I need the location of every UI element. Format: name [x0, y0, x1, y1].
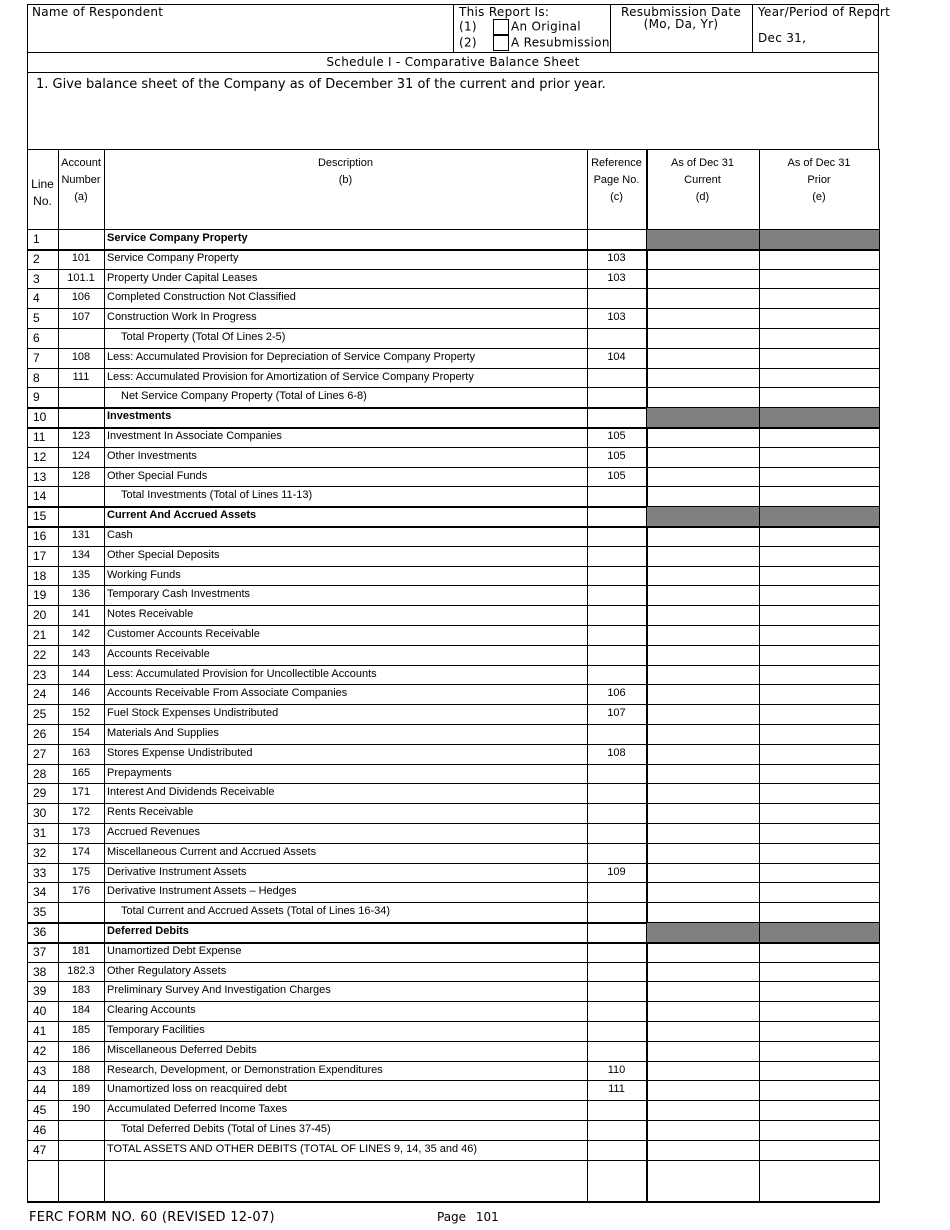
prior-value-cell[interactable]	[761, 289, 878, 307]
col-head-prior	[759, 155, 879, 206]
prior-value-cell[interactable]	[761, 448, 878, 466]
option-resubmission[interactable]	[459, 35, 610, 51]
resubmission-checkbox[interactable]	[493, 35, 509, 51]
page-number	[437, 1210, 499, 1224]
account-number: 189	[71, 1083, 91, 1095]
line-number: 32	[33, 846, 47, 860]
current-value-cell[interactable]	[648, 487, 758, 505]
current-value-cell[interactable]	[648, 448, 758, 466]
line-number: 14	[33, 489, 47, 503]
prior-value-cell[interactable]	[761, 468, 878, 486]
current-value-cell[interactable]	[648, 1081, 758, 1099]
prior-value-cell[interactable]	[761, 487, 878, 505]
col-head-account-text: (a)	[74, 191, 88, 203]
row-description: Miscellaneous Current and Accrued Assets	[107, 846, 317, 858]
account-number: 176	[71, 885, 91, 897]
account-number: 123	[71, 430, 91, 442]
line-number: 33	[33, 866, 47, 880]
col-head-prior-text: Prior	[807, 174, 831, 186]
row-description: Other Regulatory Assets	[107, 965, 227, 977]
reference-page: 109	[607, 866, 626, 878]
line-number: 3	[33, 272, 40, 286]
col-head-prior-text: (e)	[812, 191, 826, 203]
resub-date-format: (Mo, Da, Yr)	[643, 17, 719, 31]
row-description: Unamortized Debt Expense	[107, 945, 242, 957]
option-resubmission-label: A Resubmission	[511, 35, 610, 50]
account-number: 185	[71, 1024, 91, 1036]
section-heading: Investments	[107, 410, 172, 422]
column-rule	[879, 149, 880, 1202]
row-description: Total Investments (Total of Lines 11-13)	[121, 489, 313, 501]
row-description: Derivative Instrument Assets	[107, 866, 247, 878]
line-number: 40	[33, 1004, 47, 1018]
prior-value-cell[interactable]	[761, 329, 878, 347]
account-number: 128	[71, 470, 91, 482]
line-number: 10	[33, 410, 47, 424]
prior-value-cell[interactable]	[761, 1042, 878, 1060]
line-number: 4	[33, 291, 40, 305]
row-description: Total Current and Accrued Assets (Total of Lines 16-34)	[121, 905, 391, 917]
line-number: 39	[33, 984, 47, 998]
account-number: 152	[71, 707, 91, 719]
current-value-cell[interactable]	[648, 963, 758, 981]
prior-value-cell[interactable]	[761, 705, 878, 723]
prior-value-cell[interactable]	[761, 1022, 878, 1040]
prior-value-cell[interactable]	[761, 606, 878, 624]
col-head-current	[646, 155, 759, 206]
row-description: Prepayments	[107, 767, 172, 779]
reference-page: 103	[607, 272, 626, 284]
line-number: 19	[33, 588, 47, 602]
row-description: Temporary Cash Investments	[107, 588, 251, 600]
account-number: 111	[72, 371, 90, 383]
line-number: 9	[33, 390, 40, 404]
line-number: 26	[33, 727, 47, 741]
row-description: Customer Accounts Receivable	[107, 628, 260, 640]
reference-page: 111	[608, 1083, 625, 1095]
shaded-cell	[760, 408, 879, 427]
current-value-cell[interactable]	[648, 1042, 758, 1060]
prior-value-cell[interactable]	[761, 943, 878, 961]
line-number: 22	[33, 648, 47, 662]
prior-value-cell[interactable]	[761, 428, 878, 446]
shaded-cell	[647, 230, 759, 249]
line-number: 23	[33, 668, 47, 682]
prior-value-cell[interactable]	[761, 349, 878, 367]
prior-value-cell[interactable]	[761, 309, 878, 327]
resub-date-label: Resubmission Date	[620, 5, 742, 19]
current-value-cell[interactable]	[648, 1101, 758, 1119]
line-number: 47	[33, 1143, 47, 1157]
prior-value-cell[interactable]	[761, 784, 878, 802]
table-top-rule	[27, 149, 880, 150]
line-number: 18	[33, 569, 47, 583]
instruction-text: 1. Give balance sheet of the Company as of December 31 of the current and prior year.	[36, 77, 606, 92]
row-description: Fuel Stock Expenses Undistributed	[107, 707, 279, 719]
col-head-prior-text: As of Dec 31	[787, 157, 851, 169]
prior-value-cell[interactable]	[761, 903, 878, 921]
col-head-account-text: Number	[61, 174, 101, 186]
account-number: 108	[71, 351, 91, 363]
line-number: 38	[33, 965, 47, 979]
row-description: Construction Work In Progress	[107, 311, 257, 323]
account-number: 101.1	[67, 272, 95, 284]
current-value-cell[interactable]	[648, 468, 758, 486]
row-description: Completed Construction Not Classified	[107, 291, 296, 303]
current-value-cell[interactable]	[648, 943, 758, 961]
account-number: 171	[71, 786, 91, 798]
row-description: Less: Accumulated Provision for Amortization of Service Company Property	[107, 371, 474, 383]
form-number: FERC FORM NO. 60 (REVISED 12-07)	[29, 1210, 275, 1225]
line-number: 2	[33, 252, 40, 266]
line-number: 46	[33, 1123, 47, 1137]
prior-value-cell[interactable]	[761, 388, 878, 406]
current-value-cell[interactable]	[648, 527, 758, 545]
line-number: 16	[33, 529, 47, 543]
prior-value-cell[interactable]	[761, 1002, 878, 1020]
prior-value-cell[interactable]	[761, 586, 878, 604]
col-head-current-text: As of Dec 31	[671, 157, 734, 169]
line-number: 36	[33, 925, 47, 939]
shaded-cell	[760, 507, 879, 526]
account-number: 175	[71, 866, 91, 878]
option-original[interactable]	[459, 19, 581, 35]
line-number: 17	[33, 549, 47, 563]
current-value-cell[interactable]	[648, 745, 758, 763]
current-value-cell[interactable]	[648, 864, 758, 882]
shaded-cell	[760, 230, 879, 249]
line-number: 5	[33, 311, 40, 325]
current-value-cell[interactable]	[648, 388, 758, 406]
account-number: 154	[71, 727, 91, 739]
row-description: Total Property (Total Of Lines 2-5)	[121, 331, 286, 343]
line-number: 28	[33, 767, 47, 781]
line-number: 35	[33, 905, 47, 919]
account-number: 181	[71, 945, 91, 957]
account-number: 172	[71, 806, 91, 818]
current-value-cell[interactable]	[648, 824, 758, 842]
row-description: Less: Accumulated Provision for Depreciation of Service Company Property	[107, 351, 476, 363]
column-rule	[587, 149, 588, 1202]
row-description: Stores Expense Undistributed	[107, 747, 253, 759]
column-rule	[759, 149, 760, 1202]
option-original-label: An Original	[511, 19, 581, 34]
line-number: 42	[33, 1044, 47, 1058]
col-head-line	[27, 176, 58, 210]
account-number: 107	[71, 311, 91, 323]
line-number: 29	[33, 786, 47, 800]
account-number: 182.3	[67, 965, 95, 977]
row-description: Accounts Receivable	[107, 648, 210, 660]
current-value-cell[interactable]	[648, 844, 758, 862]
row-description: Research, Development, or Demonstration Expenditures	[107, 1064, 383, 1076]
prior-value-cell[interactable]	[761, 1062, 878, 1080]
prior-value-cell[interactable]	[761, 824, 878, 842]
line-number: 31	[33, 826, 47, 840]
line-number: 11	[33, 430, 46, 444]
account-number: 146	[71, 687, 91, 699]
line-number: 20	[33, 608, 47, 622]
report-is-label: This Report Is:	[459, 5, 550, 19]
line-number: 44	[33, 1083, 47, 1097]
reference-page: 103	[607, 311, 626, 323]
line-number: 7	[33, 351, 40, 365]
current-value-cell[interactable]	[648, 309, 758, 327]
current-value-cell[interactable]	[648, 666, 758, 684]
shaded-cell	[760, 923, 879, 942]
column-rule	[104, 149, 105, 1202]
account-number: 143	[71, 648, 91, 660]
reference-page: 106	[607, 687, 626, 699]
line-number: 37	[33, 945, 47, 959]
line-number: 30	[33, 806, 47, 820]
prior-value-cell[interactable]	[761, 864, 878, 882]
row-description: Property Under Capital Leases	[107, 272, 258, 284]
row-description: Working Funds	[107, 569, 181, 581]
current-value-cell[interactable]	[648, 428, 758, 446]
prior-value-cell[interactable]	[761, 369, 878, 387]
account-number: 131	[71, 529, 91, 541]
prior-value-cell[interactable]	[761, 685, 878, 703]
account-number: 190	[71, 1103, 91, 1115]
shaded-cell	[647, 507, 759, 526]
shaded-cell	[647, 408, 759, 427]
account-number: 106	[71, 291, 91, 303]
account-number: 142	[71, 628, 91, 640]
line-number: 25	[33, 707, 47, 721]
account-number: 135	[71, 569, 91, 581]
account-number: 186	[71, 1044, 91, 1056]
line-number: 8	[33, 371, 40, 385]
page-label: Page	[437, 1210, 467, 1224]
account-number: 163	[71, 747, 91, 759]
prior-value-cell[interactable]	[761, 963, 878, 981]
row-description: Interest And Dividends Receivable	[107, 786, 275, 798]
current-value-cell[interactable]	[648, 646, 758, 664]
current-value-cell[interactable]	[648, 1121, 758, 1139]
account-number: 165	[71, 767, 91, 779]
current-value-cell[interactable]	[648, 784, 758, 802]
current-value-cell[interactable]	[648, 329, 758, 347]
account-number: 174	[71, 846, 91, 858]
reference-page: 108	[607, 747, 626, 759]
col-head-current-text: (d)	[695, 191, 710, 203]
original-checkbox[interactable]	[493, 19, 509, 35]
current-value-cell[interactable]	[648, 685, 758, 703]
account-number: 134	[71, 549, 91, 561]
line-number: 45	[33, 1103, 47, 1117]
current-value-cell[interactable]	[648, 903, 758, 921]
current-value-cell[interactable]	[648, 369, 758, 387]
row-description: Other Investments	[107, 450, 197, 462]
prior-value-cell[interactable]	[761, 745, 878, 763]
row-description: Materials And Supplies	[107, 727, 219, 739]
line-number: 13	[33, 470, 47, 484]
prior-value-cell[interactable]	[761, 765, 878, 783]
table-bottom-rule	[27, 1201, 880, 1203]
prior-value-cell[interactable]	[761, 1141, 878, 1159]
row-description: TOTAL ASSETS AND OTHER DEBITS (TOTAL OF LINES 9, 14, 35 and 46)	[107, 1143, 478, 1155]
prior-value-cell[interactable]	[761, 1121, 878, 1139]
col-head-reference-text: Page No.	[593, 174, 640, 186]
current-value-cell[interactable]	[648, 765, 758, 783]
current-value-cell[interactable]	[648, 349, 758, 367]
line-number: 24	[33, 687, 47, 701]
row-description: Less: Accumulated Provision for Uncollectible Accounts	[107, 668, 377, 680]
line-number: 43	[33, 1064, 47, 1078]
row-description: Notes Receivable	[107, 608, 194, 620]
account-number: 188	[71, 1064, 91, 1076]
reference-page: 104	[607, 351, 626, 363]
line-number: 12	[33, 450, 47, 464]
row-description: Cash	[107, 529, 133, 541]
row-description: Net Service Company Property (Total of Lines 6-8)	[121, 390, 367, 402]
row-description: Accumulated Deferred Income Taxes	[107, 1103, 288, 1115]
current-value-cell[interactable]	[648, 1062, 758, 1080]
line-number: 15	[33, 509, 47, 523]
reference-page: 110	[607, 1064, 626, 1076]
option-original-num: (1)	[459, 19, 477, 34]
prior-value-cell[interactable]	[761, 646, 878, 664]
current-value-cell[interactable]	[648, 547, 758, 565]
col-head-account	[58, 155, 104, 206]
account-number: 183	[71, 984, 91, 996]
col-head-reference	[587, 155, 646, 206]
row-description: Accounts Receivable From Associate Companies	[107, 687, 348, 699]
section-heading: Service Company Property	[107, 232, 248, 244]
section-heading: Current And Accrued Assets	[107, 509, 257, 521]
prior-value-cell[interactable]	[761, 1081, 878, 1099]
row-description: Total Deferred Debits (Total of Lines 37-45)	[121, 1123, 331, 1135]
account-number: 141	[71, 608, 91, 620]
row-description: Rents Receivable	[107, 806, 194, 818]
line-number: 34	[33, 885, 47, 899]
row-description: Investment In Associate Companies	[107, 430, 282, 442]
prior-value-cell[interactable]	[761, 626, 878, 644]
col-head-current-text: Current	[684, 174, 721, 186]
page-number-value: 101	[475, 1210, 499, 1224]
current-value-cell[interactable]	[648, 289, 758, 307]
respondent-label: Name of Respondent	[32, 5, 164, 19]
row-rule	[27, 1160, 880, 1161]
current-value-cell[interactable]	[648, 626, 758, 644]
row-description: Service Company Property	[107, 252, 239, 264]
current-value-cell[interactable]	[648, 606, 758, 624]
prior-value-cell[interactable]	[761, 883, 878, 901]
section-heading: Deferred Debits	[107, 925, 189, 937]
prior-value-cell[interactable]	[761, 804, 878, 822]
account-number: 184	[71, 1004, 91, 1016]
row-description: Accrued Revenues	[107, 826, 200, 838]
prior-value-cell[interactable]	[761, 725, 878, 743]
prior-value-cell[interactable]	[761, 982, 878, 1000]
account-number: 173	[71, 826, 91, 838]
row-description: Preliminary Survey And Investigation Charges	[107, 984, 331, 996]
column-rule	[27, 149, 28, 1202]
prior-value-cell[interactable]	[761, 250, 878, 268]
prior-value-cell[interactable]	[761, 1101, 878, 1119]
current-value-cell[interactable]	[648, 804, 758, 822]
col-head-line-text: No.	[33, 194, 52, 208]
current-value-cell[interactable]	[648, 982, 758, 1000]
prior-value-cell[interactable]	[761, 666, 878, 684]
line-number: 41	[33, 1024, 47, 1038]
row-description: Other Special Funds	[107, 470, 208, 482]
col-head-reference-text: (c)	[610, 191, 623, 203]
year-period-label: Year/Period of Report	[758, 5, 891, 19]
prior-value-cell[interactable]	[761, 567, 878, 585]
current-value-cell[interactable]	[648, 567, 758, 585]
current-value-cell[interactable]	[648, 250, 758, 268]
col-head-description-text: Description	[317, 157, 374, 169]
prior-value-cell[interactable]	[761, 844, 878, 862]
schedule-title: Schedule I - Comparative Balance Sheet	[326, 55, 580, 69]
prior-value-cell[interactable]	[761, 270, 878, 288]
line-number: 6	[33, 331, 40, 345]
row-description: Temporary Facilities	[107, 1024, 205, 1036]
prior-value-cell[interactable]	[761, 527, 878, 545]
reference-page: 105	[607, 470, 626, 482]
col-head-description	[104, 155, 587, 189]
col-head-reference-text: Reference	[591, 157, 642, 169]
account-number: 136	[71, 588, 91, 600]
reference-page: 105	[607, 430, 626, 442]
account-number: 144	[71, 668, 91, 680]
row-description: Other Special Deposits	[107, 549, 220, 561]
row-description: Miscellaneous Deferred Debits	[107, 1044, 257, 1056]
reference-page: 107	[607, 707, 626, 719]
row-description: Unamortized loss on reacquired debt	[107, 1083, 287, 1095]
shaded-cell	[647, 923, 759, 942]
current-value-cell[interactable]	[648, 1002, 758, 1020]
row-description: Clearing Accounts	[107, 1004, 196, 1016]
line-number: 1	[33, 232, 40, 246]
col-head-description-text: (b)	[338, 174, 353, 186]
col-head-line-text: Line	[31, 177, 54, 191]
account-number: 124	[71, 450, 91, 462]
current-value-cell[interactable]	[648, 586, 758, 604]
current-value-cell[interactable]	[648, 883, 758, 901]
option-resubmission-num: (2)	[459, 35, 477, 50]
row-description: Derivative Instrument Assets – Hedges	[107, 885, 297, 897]
reference-page: 105	[607, 450, 626, 462]
current-value-cell[interactable]	[648, 1141, 758, 1159]
reference-page: 103	[607, 252, 626, 264]
prior-value-cell[interactable]	[761, 547, 878, 565]
line-number: 27	[33, 747, 47, 761]
line-number: 21	[33, 628, 47, 642]
account-number: 101	[71, 252, 91, 264]
current-value-cell[interactable]	[648, 1022, 758, 1040]
col-head-account-text: Account	[61, 157, 101, 169]
current-value-cell[interactable]	[648, 270, 758, 288]
current-value-cell[interactable]	[648, 705, 758, 723]
current-value-cell[interactable]	[648, 725, 758, 743]
year-value: Dec 31,	[758, 31, 807, 45]
